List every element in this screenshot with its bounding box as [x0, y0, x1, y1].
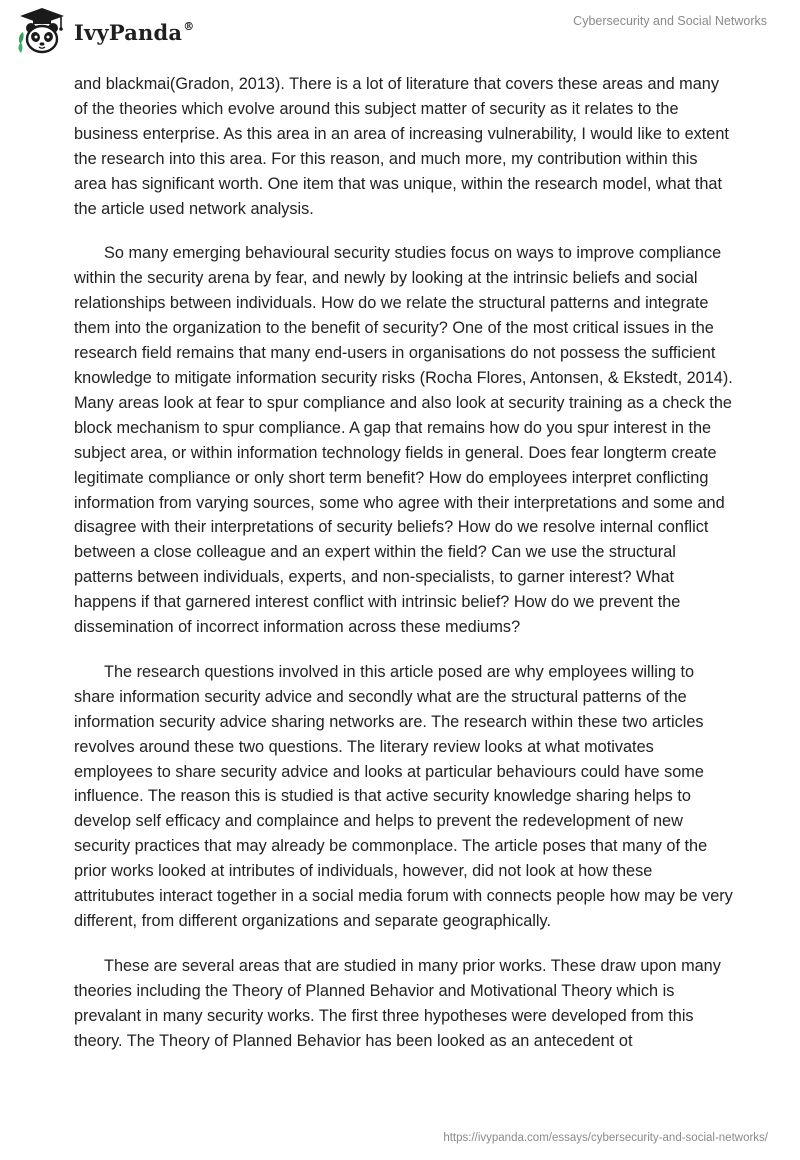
paragraph-4: These are several areas that are studied in many prior works. These draw upon many theories including the Theory of Planned Behavior and Motivational Theory which is prevalant in many security works. The first three hypotheses were developed from this theory. The Theory of Planned Behavior has been looked as an antecedent ot [74, 956, 721, 1050]
essay-body [74, 72, 734, 1074]
paragraph-1: and blackmai(Gradon, 2013). There is a lot of literature that covers these areas and many of the theories which evolve around this subject matter of security as it relates to the business enterprise. As this area in an area of increasing vulnerability, I would like to extent the research into this area. For this reason, and much more, my contribution within this area has significant worth. One item that was unique, within the research model, what that the article used network analysis. [74, 75, 729, 218]
brand-logo[interactable] [14, 6, 194, 56]
footer-source-url[interactable]: https://ivypanda.com/essays/cybersecurity-and-social-networks/ [443, 1132, 768, 1144]
brand-name [74, 20, 194, 45]
brand-name-text: IvyPanda [74, 19, 183, 45]
page-header [0, 0, 800, 60]
registered-mark: ® [183, 19, 195, 33]
paragraph-2: So many emerging behavioural security studies focus on ways to improve compliance within the security arena by fear, and newly by looking at the intrinsic beliefs and social relationships between individuals. How do we relate the structural patterns and integrate them into the organization to the benefit of security? One of the most critical issues in the research field remains that many end-users in organisations do not possess the sufficient knowledge to mitigate information security risks (Rocha Flores, Antonsen, & Ekstedt, 2014). Many areas look at fear to spur compliance and also look at security training as a check the block mechanism to spur compliance. A gap that remains how do you spur interest in the subject area, or within information technology fields in general. Does fear longterm create legitimate compliance or only short term benefit? How do employees interpret conflicting information from varying sources, some who agree with their interpretations and some and disagree with their interpretations of security beliefs? How do we resolve internal conflict between a close colleague and an expert within the field? Can we use the structural patterns between individuals, experts, and non-specialists, to garner interest? What happens if that garnered interest conflict with intrinsic belief? How do we prevent the dissemination of incorrect information across these mediums? [74, 244, 733, 637]
panda-graduate-icon [14, 6, 70, 56]
paragraph-3: The research questions involved in this article posed are why employees willing to share information security advice and secondly what are the structural patterns of the information security advice sharing networks are. The research within these two articles revolves around these two questions. The literary review looks at what motivates employees to share security advice and looks at particular behaviours could have some influence. The reason this is studied is that active security knowledge sharing helps to develop self efficacy and complaince and helps to prevent the redevelopment of new security practices that may already be commonplace. The article poses that many of the prior works looked at intributes of individuals, however, did not look at how these attritubutes interact together in a social media forum with connects people how may be very different, from different organizations and separate geographically. [74, 662, 733, 930]
document-title: Cybersecurity and Social Networks [573, 14, 767, 28]
